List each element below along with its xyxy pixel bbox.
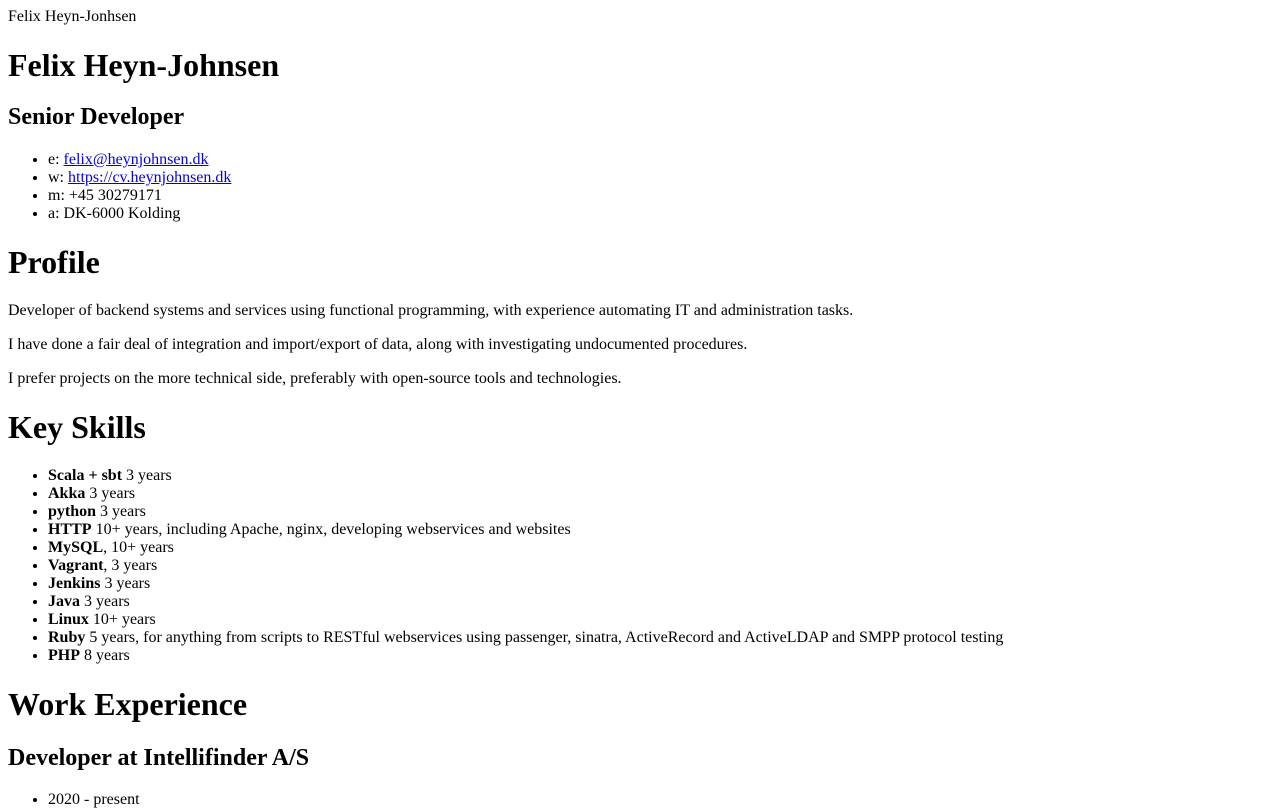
skill-detail: 5 years, for anything from scripts to RESTful webservices using passenger, sinatra, ActiveRecord and ActiveLDAP and SMPP protocol testing: [85, 629, 1004, 646]
skill-name: Jenkins: [48, 575, 101, 592]
email-link[interactable]: felix@heynjohnsen.dk: [63, 151, 209, 168]
skill-name: Akka: [48, 485, 86, 502]
skill-item: [48, 539, 1272, 557]
skill-item: [48, 485, 1272, 503]
skill-detail: 3 years: [80, 593, 130, 610]
contact-mobile-label: m:: [48, 187, 69, 204]
contact-web-label: w:: [48, 169, 68, 186]
skill-item: [48, 575, 1272, 593]
contact-list: [8, 151, 1272, 223]
profile-paragraph: Developer of backend systems and services using functional programming, with experience automating IT and administration tasks.: [8, 302, 854, 319]
skill-name: Scala + sbt: [48, 467, 123, 484]
contact-address: [48, 205, 1272, 223]
skill-item: [48, 629, 1272, 647]
contact-email: [48, 151, 1272, 169]
skill-detail: , 3 years: [103, 557, 158, 574]
skill-detail: 3 years: [96, 503, 146, 520]
job-title: Developer at Intellifinder A/S: [8, 745, 310, 771]
skill-item: [48, 557, 1272, 575]
person-name: Felix Heyn-Johnsen: [8, 47, 280, 83]
job-period: • 2020 - present: [48, 791, 1272, 809]
profile-paragraph: I prefer projects on the more technical side, preferably with open-source tools and technologies.: [8, 370, 622, 387]
person-role: Senior Developer: [8, 104, 185, 130]
skill-name: Linux: [48, 611, 89, 628]
skill-detail: 10+ years, including Apache, nginx, developing webservices and websites: [91, 521, 571, 538]
skill-item: [48, 503, 1272, 521]
website-link[interactable]: https://cv.heynjohnsen.dk: [68, 169, 232, 186]
profile-heading: Profile: [8, 244, 100, 280]
skill-name: Java: [48, 593, 80, 610]
job-details: [8, 791, 1272, 809]
skill-detail: 3 years: [100, 575, 151, 592]
skill-item: [48, 467, 1272, 485]
skill-item: [48, 647, 1272, 665]
work-heading: Work Experience: [8, 686, 248, 722]
contact-mobile: [48, 187, 1272, 205]
skill-detail: 3 years: [122, 467, 172, 484]
skill-item: [48, 593, 1272, 611]
skill-detail: 3 years: [85, 485, 136, 502]
skills-heading: Key Skills: [8, 409, 146, 445]
profile-paragraph: I have done a fair deal of integration and import/export of data, along with investigating undocumented procedures.: [8, 336, 748, 353]
skill-name: python: [48, 503, 97, 520]
skill-name: HTTP: [48, 521, 92, 538]
skills-list: [8, 467, 1272, 665]
skill-item: [48, 611, 1272, 629]
skill-detail: , 10+ years: [103, 539, 174, 556]
skill-name: Ruby: [48, 629, 86, 646]
mobile-number: +45 30279171: [68, 187, 162, 204]
contact-address-label: a:: [48, 205, 64, 222]
skill-detail: 10+ years: [88, 611, 156, 628]
skill-name: Vagrant: [48, 557, 104, 574]
skill-detail: 8 years: [80, 647, 130, 664]
skill-name: PHP: [48, 647, 80, 664]
contact-web: [48, 169, 1272, 187]
contact-email-label: e:: [48, 151, 64, 168]
skill-name: MySQL: [48, 539, 104, 556]
skill-item: [48, 521, 1272, 539]
address-text: DK-6000 Kolding: [63, 205, 181, 222]
profile-photo: Felix Heyn-Jonhsen: [8, 8, 137, 25]
